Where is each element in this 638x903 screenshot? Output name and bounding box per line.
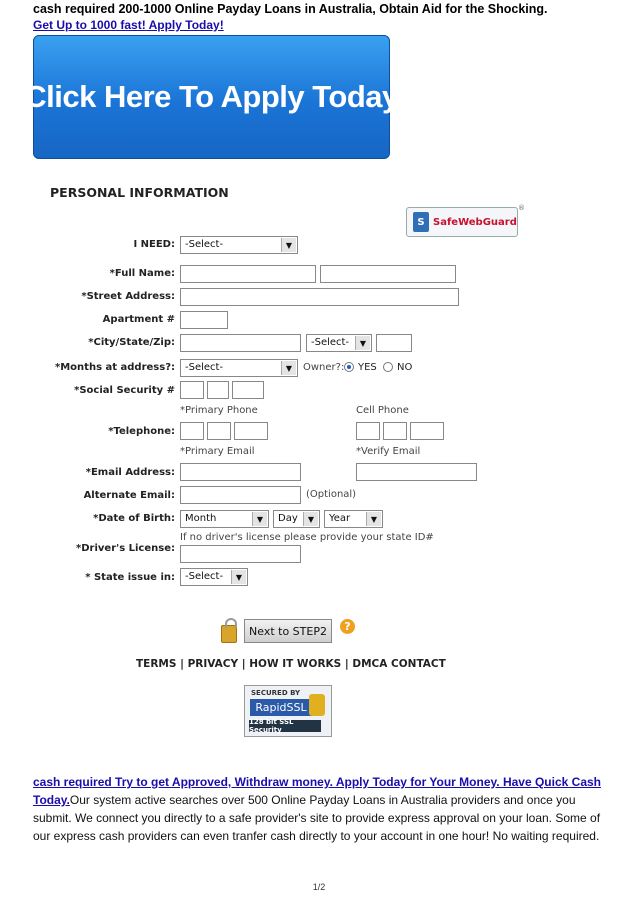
- state-value: -Select-: [311, 337, 350, 348]
- dob-day-value: Day: [278, 513, 298, 524]
- i-need-value: -Select-: [185, 239, 224, 250]
- chevron-down-icon: ▼: [366, 512, 381, 526]
- phone-area-input[interactable]: [180, 422, 204, 440]
- apartment-input[interactable]: [180, 311, 228, 329]
- full-name-label: *Full Name:: [109, 268, 175, 279]
- alternate-email-input[interactable]: [180, 486, 301, 504]
- chevron-down-icon: ▼: [355, 336, 370, 350]
- help-icon[interactable]: ?: [340, 619, 355, 634]
- ssn-label: *Social Security #: [74, 385, 175, 396]
- shield-icon: S: [413, 212, 429, 232]
- state-select[interactable]: [306, 334, 372, 352]
- apply-link[interactable]: Get Up to 1000 fast! Apply Today!: [33, 18, 224, 32]
- email-label: *Email Address:: [85, 467, 175, 478]
- license-note: If no driver's license please provide your state ID#: [180, 532, 434, 543]
- cell-prefix-input[interactable]: [383, 422, 407, 440]
- page-number: 1/2: [312, 882, 326, 892]
- city-input[interactable]: [180, 334, 301, 352]
- form-heading: PERSONAL INFORMATION: [50, 185, 229, 200]
- personal-info-form: [38, 175, 578, 750]
- city-state-zip-label: *City/State/Zip:: [88, 337, 175, 348]
- chevron-down-icon: ▼: [252, 512, 267, 526]
- phone-prefix-input[interactable]: [207, 422, 231, 440]
- email-input[interactable]: [180, 463, 301, 481]
- license-input[interactable]: [180, 545, 301, 563]
- apartment-label: Apartment #: [102, 314, 175, 325]
- footer-nav[interactable]: TERMS | PRIVACY | HOW IT WORKS | DMCA CONTACT: [136, 658, 446, 670]
- banner-text: Click Here To Apply Today: [24, 79, 399, 114]
- telephone-label: *Telephone:: [108, 426, 175, 437]
- i-need-label: I NEED:: [133, 239, 175, 250]
- phone-line-input[interactable]: [234, 422, 268, 440]
- padlock-icon: [309, 694, 325, 716]
- chevron-down-icon: ▼: [303, 512, 318, 526]
- dob-month-select[interactable]: [180, 510, 269, 528]
- ssl-strength: 128 bit SSL Security: [249, 720, 321, 732]
- cell-line-input[interactable]: [410, 422, 444, 440]
- primary-email-hint: *Primary Email: [180, 446, 255, 457]
- apply-text-link[interactable]: cash required Try to get Approved, Withdraw money. Apply Today for Your Money. Have Quick Cash Today.: [33, 775, 601, 807]
- apply-banner-button[interactable]: [24, 35, 399, 159]
- description-paragraph: [33, 773, 603, 845]
- document-title: cash required 200-1000 Online Payday Loans in Australia, Obtain Aid for the Shocking.: [33, 2, 548, 16]
- rapidssl-badge: [244, 685, 332, 737]
- seal-text: SafeWebGuard: [433, 216, 517, 228]
- months-value: -Select-: [185, 362, 224, 373]
- first-name-input[interactable]: [180, 265, 316, 283]
- verify-email-input[interactable]: [356, 463, 477, 481]
- alternate-email-label: Alternate Email:: [83, 490, 175, 501]
- street-address-label: *Street Address:: [81, 291, 175, 302]
- dob-year-value: Year: [329, 513, 351, 524]
- months-at-address-label: *Months at address?:: [55, 362, 175, 373]
- owner-yes-label: YES: [358, 362, 377, 373]
- owner-no-radio[interactable]: [383, 362, 393, 372]
- state-issue-label: * State issue in:: [85, 572, 175, 583]
- street-address-input[interactable]: [180, 288, 459, 306]
- ssn-part2-input[interactable]: [207, 381, 229, 399]
- primary-phone-hint: *Primary Phone: [180, 405, 258, 416]
- state-issue-select[interactable]: [180, 568, 248, 586]
- owner-label: Owner?:: [303, 362, 345, 373]
- next-step-button[interactable]: Next to STEP2: [244, 619, 332, 643]
- months-select[interactable]: [180, 359, 298, 377]
- cell-area-input[interactable]: [356, 422, 380, 440]
- optional-hint: (Optional): [306, 489, 357, 500]
- verify-email-hint: *Verify Email: [356, 446, 421, 457]
- license-label: *Driver's License:: [76, 543, 175, 554]
- registered-mark: ®: [518, 204, 525, 212]
- description-body: Our system active searches over 500 Online Payday Loans in Australia providers and once you submit. We connect you directly to a safe provider's site to provide express approval on your loan. Some of our express cash providers can even tranfer cash directly to your account in one hour! No waiting required.: [33, 793, 601, 843]
- chevron-down-icon: ▼: [231, 570, 246, 584]
- dob-label: *Date of Birth:: [93, 513, 175, 524]
- i-need-select[interactable]: [180, 236, 298, 254]
- dob-month-value: Month: [185, 513, 217, 524]
- safewebguard-seal: [406, 204, 525, 237]
- dob-year-select[interactable]: [324, 510, 383, 528]
- zip-input[interactable]: [376, 334, 412, 352]
- chevron-down-icon: ▼: [281, 361, 296, 375]
- secured-by-text: SECURED BY: [251, 689, 301, 697]
- state-issue-value: -Select-: [185, 571, 224, 582]
- rapidssl-brand: RapidSSL: [250, 699, 312, 716]
- dob-day-select[interactable]: [273, 510, 320, 528]
- ssn-part3-input[interactable]: [232, 381, 264, 399]
- owner-yes-radio[interactable]: [344, 362, 354, 372]
- ssn-part1-input[interactable]: [180, 381, 204, 399]
- lock-icon: [221, 625, 237, 643]
- last-name-input[interactable]: [320, 265, 456, 283]
- chevron-down-icon: ▼: [281, 238, 296, 252]
- owner-no-label: NO: [397, 362, 413, 373]
- cell-phone-hint: Cell Phone: [356, 405, 409, 416]
